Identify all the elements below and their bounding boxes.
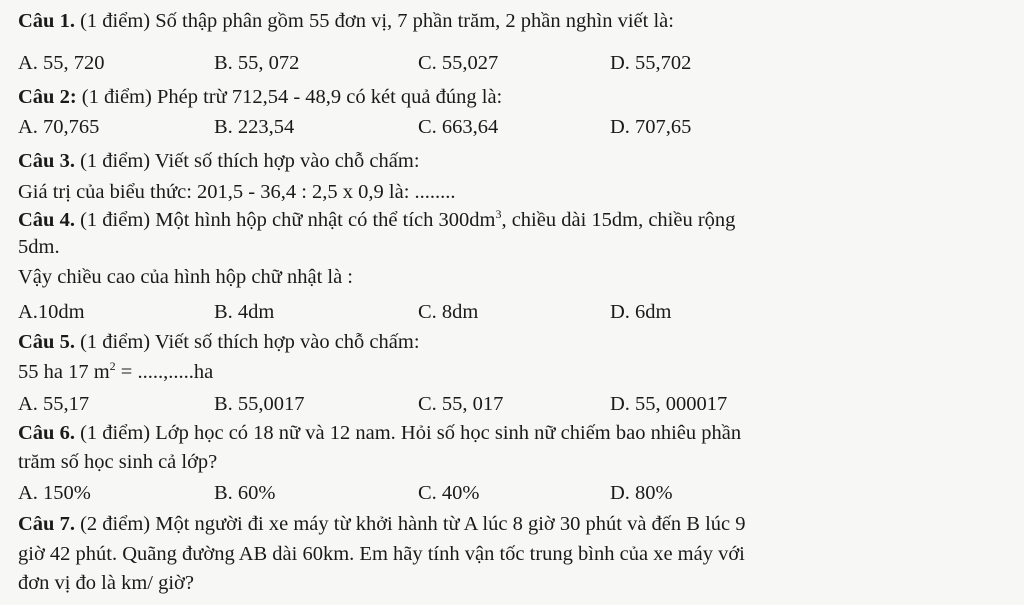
question-1 xyxy=(18,8,1010,34)
question-7 xyxy=(18,511,1010,537)
question-4-text-b: , chiều dài 15dm, chiều rộng xyxy=(501,209,736,231)
option-b: B. 55,0017 xyxy=(214,393,305,415)
option-a: A. 70,765 xyxy=(18,116,100,138)
option-c: C. 663,64 xyxy=(418,116,499,138)
option-a: A. 55,17 xyxy=(18,393,90,415)
option-d: D. 6dm xyxy=(610,301,672,323)
option-b: B. 223,54 xyxy=(214,116,295,138)
question-4 xyxy=(18,207,1010,233)
option-d: D. 55,702 xyxy=(610,52,692,74)
question-4-line-3: Vậy chiều cao của hình hộp chữ nhật là : xyxy=(18,266,354,288)
option-a: A. 150% xyxy=(18,482,91,504)
option-a: A.10dm xyxy=(18,301,85,323)
question-5-exponent: 2 xyxy=(109,359,116,374)
option-a: A. 55, 720 xyxy=(18,52,105,74)
option-c: C. 55, 017 xyxy=(418,393,504,415)
question-3-label: Câu 3. xyxy=(18,150,75,172)
question-5-expression xyxy=(18,359,1010,385)
question-5-label: Câu 5. xyxy=(18,331,75,353)
option-c: C. 55,027 xyxy=(418,52,499,74)
question-2-text: (1 điểm) Phép trừ 712,54 - 48,9 có két quả đúng là: xyxy=(76,86,503,108)
question-7-label: Câu 7. xyxy=(18,513,75,535)
question-6 xyxy=(18,420,1010,446)
option-c: C. 8dm xyxy=(418,301,479,323)
question-5-expression-b: = .....,.....ha xyxy=(115,361,214,383)
question-5-expression-a: 55 ha 17 m xyxy=(18,361,110,383)
question-1-text: (1 điểm) Số thập phân gồm 55 đơn vị, 7 phần trăm, 2 phần nghìn viết là: xyxy=(74,10,674,32)
question-3-expression: Giá trị của biểu thức: 201,5 - 36,4 : 2,5 x 0,9 là: ........ xyxy=(18,181,456,203)
question-3 xyxy=(18,148,1010,174)
question-2-label: Câu 2: xyxy=(18,86,77,108)
question-4-label: Câu 4. xyxy=(18,209,75,231)
question-1-label: Câu 1. xyxy=(18,10,75,32)
option-b: B. 4dm xyxy=(214,301,275,323)
option-b: B. 60% xyxy=(214,482,276,504)
option-d: D. 707,65 xyxy=(610,116,692,138)
question-7-text: (2 điểm) Một người đi xe máy từ khởi hành từ A lúc 8 giờ 30 phút và đến B lúc 9 xyxy=(74,513,746,535)
question-6-text: (1 điểm) Lớp học có 18 nữ và 12 nam. Hỏi số học sinh nữ chiếm bao nhiêu phần xyxy=(74,422,742,444)
question-6-label: Câu 6. xyxy=(18,422,75,444)
question-3-text: (1 điểm) Viết số thích hợp vào chỗ chấm: xyxy=(74,150,420,172)
question-5-text: (1 điểm) Viết số thích hợp vào chỗ chấm: xyxy=(74,331,420,353)
question-7-line-2: giờ 42 phút. Quãng đường AB dài 60km. Em hãy tính vận tốc trung bình của xe máy với xyxy=(18,543,745,565)
question-5 xyxy=(18,329,1010,355)
question-6-line-2: trăm số học sinh cả lớp? xyxy=(18,451,218,473)
question-4-text-a: (1 điểm) Một hình hộp chữ nhật có thể tích 300dm xyxy=(74,209,496,231)
option-d: D. 55, 000017 xyxy=(610,393,728,415)
question-4-line-2: 5dm. xyxy=(18,236,60,258)
question-7-line-3: đơn vị đo là km/ giờ? xyxy=(18,572,194,594)
question-4-exponent: 3 xyxy=(495,207,502,222)
option-b: B. 55, 072 xyxy=(214,52,300,74)
option-d: D. 80% xyxy=(610,482,673,504)
option-c: C. 40% xyxy=(418,482,480,504)
question-2 xyxy=(18,84,1010,110)
